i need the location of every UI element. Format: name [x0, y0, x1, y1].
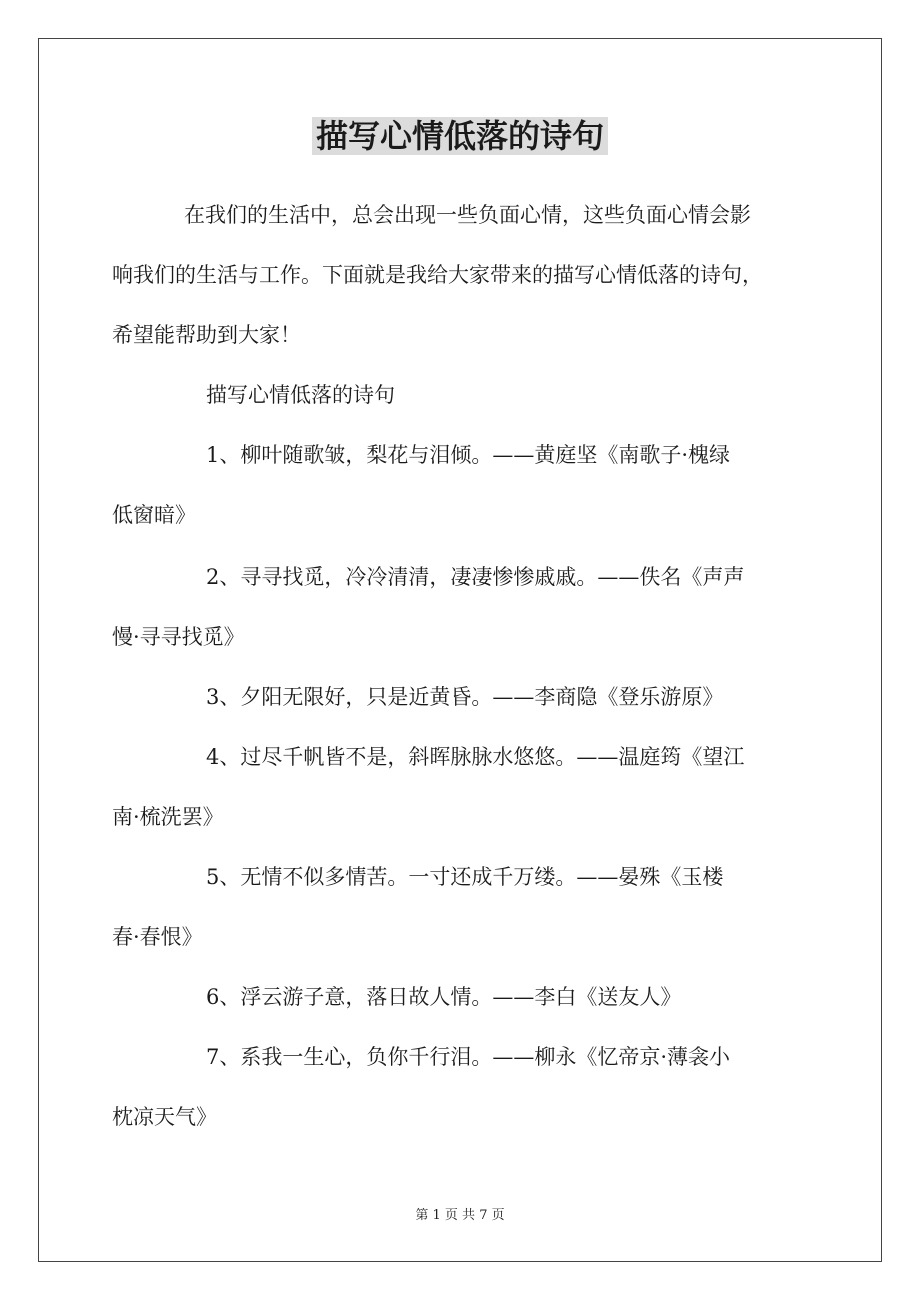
- poem-7-line-1: 7、系我一生心，负你千行泪。——柳永《忆帝京·薄衾小: [206, 1045, 731, 1069]
- document-title: [0, 112, 920, 160]
- poem-1-line-2: 低窗暗》: [112, 503, 196, 527]
- poem-2-line-2: 慢·寻寻找觅》: [112, 625, 245, 649]
- poem-4-line-2: 南·梳洗罢》: [112, 805, 224, 829]
- poem-5-line-2: 春·春恨》: [112, 925, 203, 949]
- poem-3-line-1: 3、夕阳无限好，只是近黄昏。——李商隐《登乐游原》: [206, 685, 724, 709]
- intro-line-2: 响我们的生活与工作。下面就是我给大家带来的描写心情低落的诗句，: [112, 263, 763, 287]
- poem-1-line-1: 1、柳叶随歌皱，梨花与泪倾。——黄庭坚《南歌子·槐绿: [206, 443, 731, 467]
- page-footer: 第 1 页 共 7 页: [415, 1208, 505, 1223]
- section-heading: 描写心情低落的诗句: [206, 383, 395, 407]
- document-title-text: 描写心情低落的诗句: [312, 117, 608, 155]
- poem-2-line-1: 2、寻寻找觅，冷冷清清，凄凄惨惨戚戚。——佚名《声声: [206, 565, 745, 589]
- poem-7-line-2: 枕凉天气》: [112, 1105, 217, 1129]
- poem-6-line-1: 6、浮云游子意，落日故人情。——李白《送友人》: [206, 985, 682, 1009]
- intro-line-3: 希望能帮助到大家！: [112, 323, 301, 347]
- poem-4-line-1: 4、过尽千帆皆不是，斜晖脉脉水悠悠。——温庭筠《望江: [206, 745, 745, 769]
- intro-line-1: 在我们的生活中，总会出现一些负面心情，这些负面心情会影: [184, 203, 751, 227]
- poem-5-line-1: 5、无情不似多情苦。一寸还成千万缕。——晏殊《玉楼: [206, 865, 724, 889]
